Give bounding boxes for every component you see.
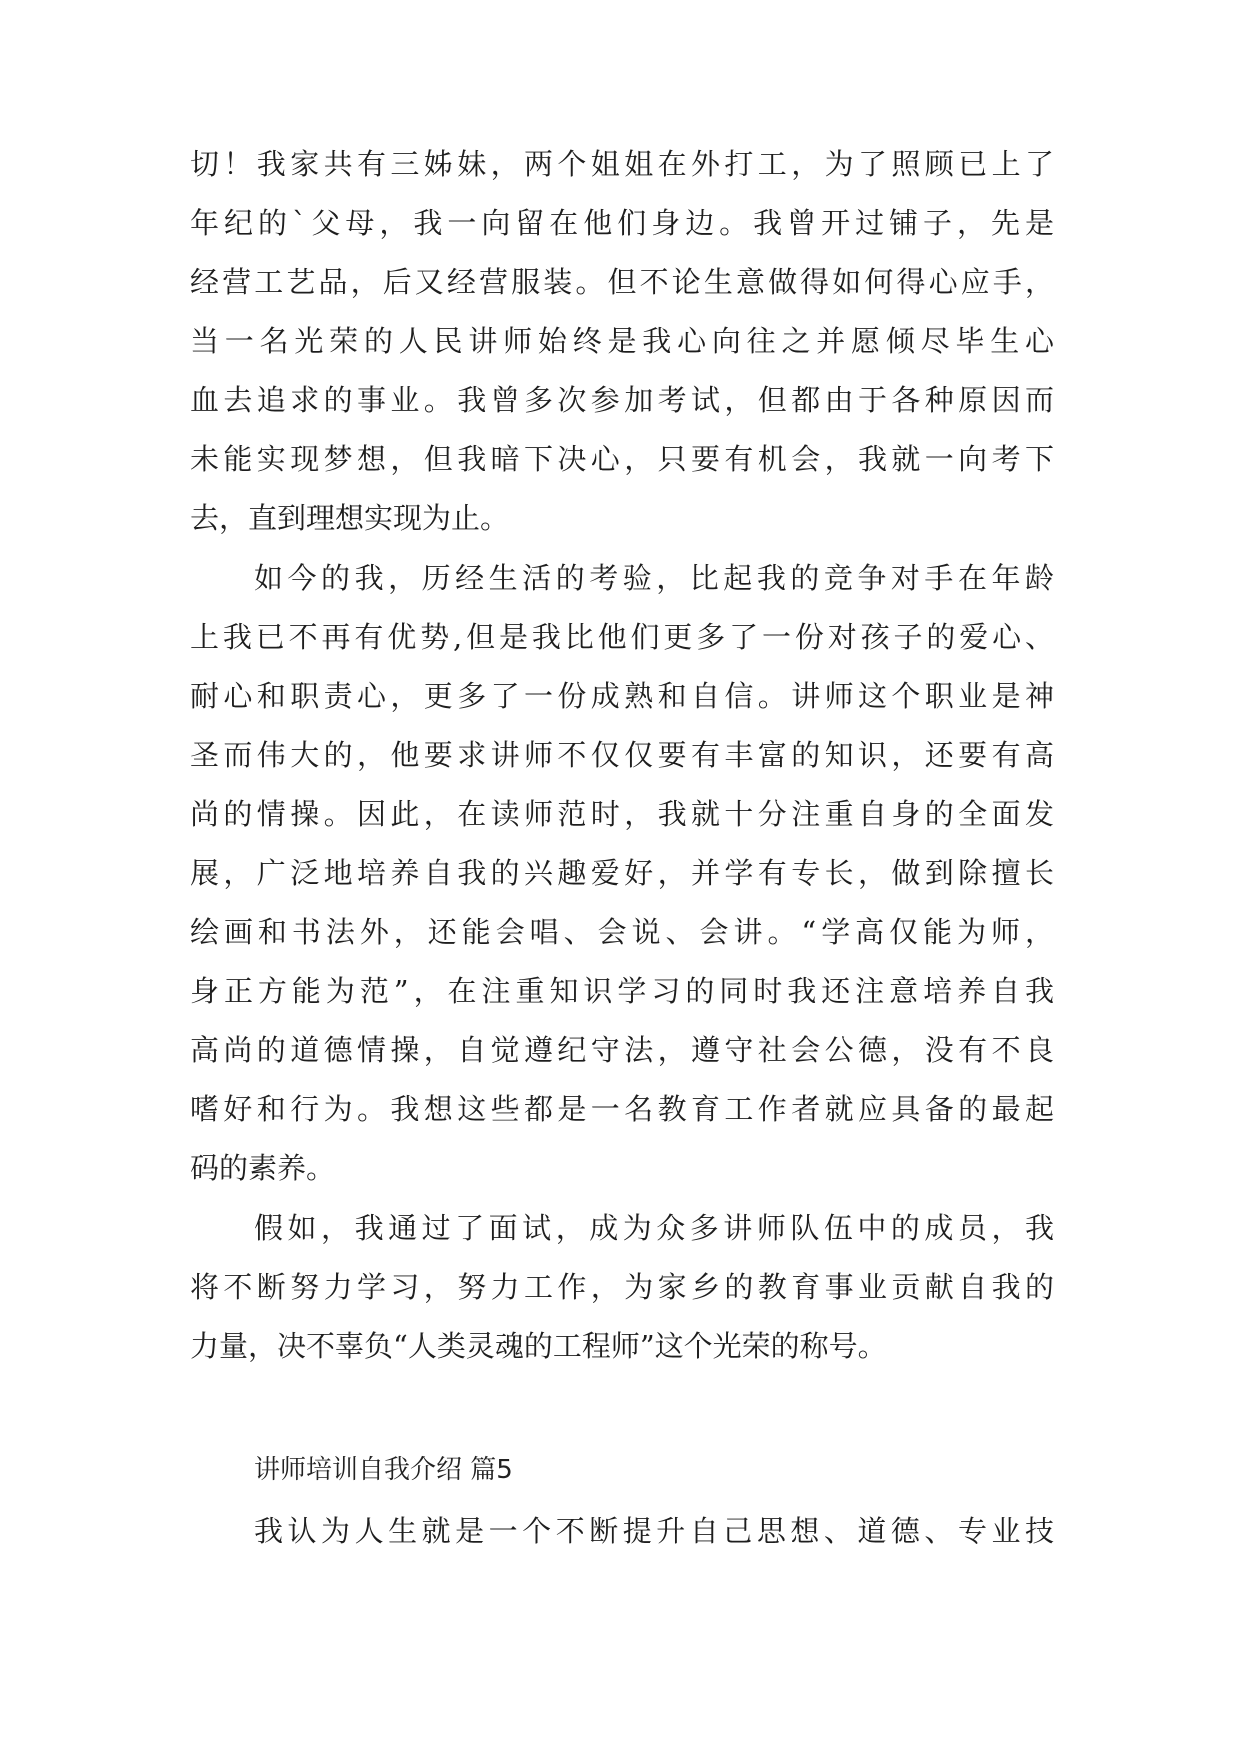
paragraph-2-line-8: 身正方能为范”，在注重知识学习的同时我还注意培养自我 xyxy=(190,974,1054,1008)
paragraph-2-line-10: 嗜好和行为。我想这些都是一名教育工作者就应具备的最起 xyxy=(190,1092,1054,1126)
paragraph-3-line-1: 假如，我通过了面试，成为众多讲师队伍中的成员，我 xyxy=(254,1211,1054,1245)
paragraph-1-line-1: 切！我家共有三姊妹，两个姐姐在外打工，为了照顾已上了 xyxy=(190,147,1054,181)
paragraph-2-line-7: 绘画和书法外，还能会唱、会说、会讲。“学高仅能为师， xyxy=(190,915,1054,949)
paragraph-1-line-3: 经营工艺品，后又经营服装。但不论生意做得如何得心应手， xyxy=(190,265,1054,299)
paragraph-2-line-11: 码的素养。 xyxy=(190,1151,336,1185)
section-5-first-line: 我认为人生就是一个不断提升自己思想、道德、专业技 xyxy=(254,1514,1054,1548)
paragraph-1-line-4: 当一名光荣的人民讲师始终是我心向往之并愿倾尽毕生心 xyxy=(190,324,1054,358)
paragraph-2-line-2: 上我已不再有优势,但是我比他们更多了一份对孩子的爱心、 xyxy=(190,620,1054,654)
paragraph-1-line-6: 未能实现梦想，但我暗下决心，只要有机会，我就一向考下 xyxy=(190,442,1054,476)
paragraph-1-line-2: 年纪的`父母，我一向留在他们身边。我曾开过铺子，先是 xyxy=(190,206,1054,240)
paragraph-2-line-5: 尚的情操。因此，在读师范时，我就十分注重自身的全面发 xyxy=(190,797,1054,831)
paragraph-2-line-1: 如今的我，历经生活的考验，比起我的竞争对手在年龄 xyxy=(254,561,1054,595)
paragraph-2-line-4: 圣而伟大的，他要求讲师不仅仅要有丰富的知识，还要有高 xyxy=(190,738,1054,772)
paragraph-2-line-9: 高尚的道德情操，自觉遵纪守法，遵守社会公德，没有不良 xyxy=(190,1033,1054,1067)
paragraph-3-line-3: 力量，决不辜负“人类灵魂的工程师”这个光荣的称号。 xyxy=(190,1329,887,1363)
paragraph-1-line-7: 去，直到理想实现为止。 xyxy=(190,501,510,535)
paragraph-2-line-3: 耐心和职责心，更多了一份成熟和自信。讲师这个职业是神 xyxy=(190,679,1054,713)
paragraph-2-line-6: 展，广泛地培养自我的兴趣爱好，并学有专长，做到除擅长 xyxy=(190,856,1054,890)
section-heading: 讲师培训自我介绍 篇5 xyxy=(254,1455,513,1485)
paragraph-3-line-2: 将不断努力学习，努力工作，为家乡的教育事业贡献自我的 xyxy=(190,1270,1054,1304)
paragraph-1-line-5: 血去追求的事业。我曾多次参加考试，但都由于各种原因而 xyxy=(190,383,1054,417)
